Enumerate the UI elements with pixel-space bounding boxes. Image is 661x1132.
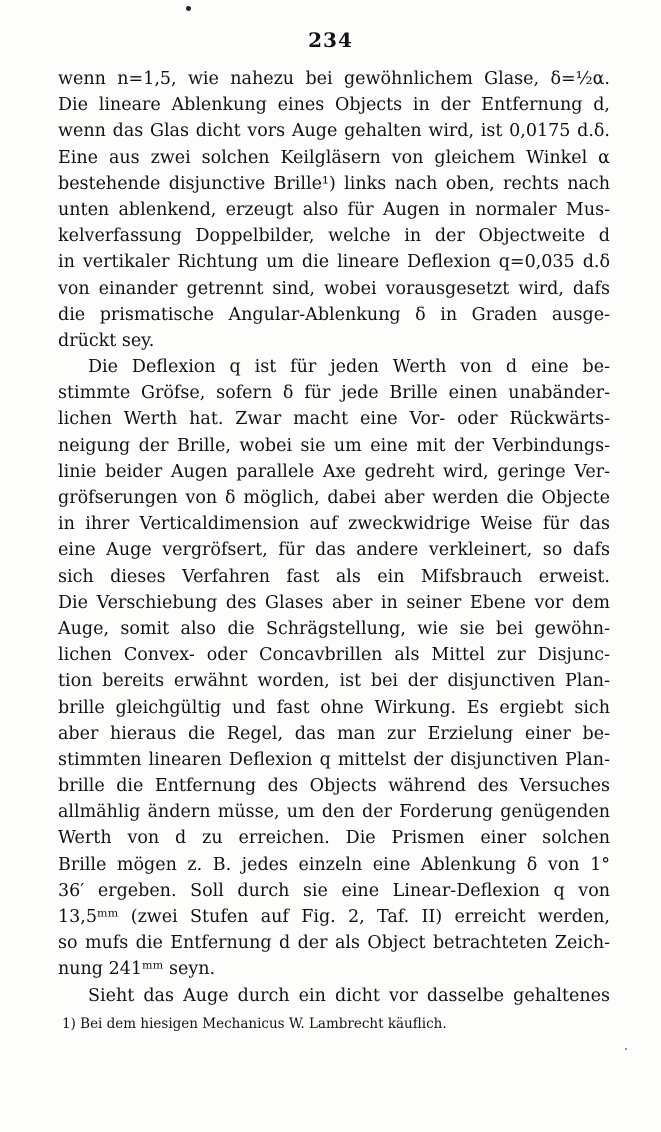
text-line: Die lineare Ablenkung eines Objects in der Entfernung d, xyxy=(58,95,610,116)
text-line: neigung der Brille, wobei sie um eine mit der Verbindungs- xyxy=(58,435,610,456)
text-line: sich dieses Verfahren fast als ein Mifsbrauch erweist. xyxy=(58,566,610,587)
text-line: stimmten linearen Deflexion q mittelst der disjunctiven Plan- xyxy=(58,749,610,770)
text-line: 13,5ᵐᵐ (zwei Stufen auf Fig. 2, Taf. II) erreicht werden, xyxy=(58,907,610,927)
text-line: brille gleichgültig und fast ohne Wirkung. Es ergiebt sich xyxy=(58,697,610,718)
body-text xyxy=(58,66,610,1009)
text-line: stimmte Gröfse, sofern δ für jede Brille einen unabänder- xyxy=(58,383,610,404)
text-line: gröfserungen von δ möglich, dabei aber werden die Objecte xyxy=(58,488,610,508)
text-line: tion bereits erwähnt worden, ist bei der disjunctiven Plan- xyxy=(58,671,610,692)
text-line: von einander getrennt sind, wobei vorausgesetzt wird, dafs xyxy=(58,278,610,299)
ink-speck xyxy=(186,6,191,11)
text-line: wenn n=1,5, wie nahezu bei gewöhnlichem Glase, δ=½α. xyxy=(58,69,610,89)
text-line: Brille mögen z. B. jedes einzeln eine Ablenkung δ von 1° xyxy=(58,854,610,875)
ink-speck xyxy=(625,1048,627,1050)
text-line: lichen Convex- oder Concavbrillen als Mittel zur Disjunc- xyxy=(58,645,610,666)
text-line: wenn das Glas dicht vors Auge gehalten wird, ist 0,0175 d.δ. xyxy=(58,121,610,142)
text-line: so mufs die Entfernung d der als Object betrachteten Zeich- xyxy=(58,933,610,954)
text-line: kelverfassung Doppelbilder, welche in der Objectweite d xyxy=(58,226,610,247)
text-line: in vertikaler Richtung um die lineare Deflexion q=0,035 d.δ xyxy=(58,252,610,273)
text-line: bestehende disjunctive Brille¹) links nach oben, rechts nach xyxy=(58,173,610,194)
page-number: 234 xyxy=(308,28,353,52)
text-line: lichen Werth hat. Zwar macht eine Vor- oder Rückwärts- xyxy=(58,409,610,430)
text-line: Werth von d zu erreichen. Die Prismen einer solchen xyxy=(58,828,610,849)
text-line: Die Deflexion q ist für jeden Werth von d eine be- xyxy=(88,357,610,378)
text-line: Die Verschiebung des Glases aber in seiner Ebene vor dem xyxy=(58,592,610,613)
text-line: brille die Entfernung des Objects während des Versuches xyxy=(58,776,610,797)
text-line: nung 241ᵐᵐ seyn. xyxy=(58,959,216,980)
text-line: Auge, somit also die Schrägstellung, wie sie bei gewöhn- xyxy=(58,618,610,639)
text-line: die prismatische Angular-Ablenkung δ in Graden ausge- xyxy=(58,304,610,325)
text-line: Sieht das Auge durch ein dicht vor dasselbe gehaltenes xyxy=(88,985,610,1006)
text-line: eine Auge vergröfsert, für das andere verkleinert, so dafs xyxy=(58,540,610,561)
footnote: 1) Bei dem hiesigen Mechanicus W. Lambrecht käuflich. xyxy=(62,1016,447,1032)
text-line: unten ablenkend, erzeugt also für Augen in normaler Mus- xyxy=(58,199,610,220)
text-line: aber hieraus die Regel, das man zur Erzielung einer be- xyxy=(58,723,610,744)
text-line: Eine aus zwei solchen Keilgläsern von gleichem Winkel α xyxy=(58,147,610,168)
text-line: linie beider Augen parallele Axe gedreht wird, geringe Ver- xyxy=(58,461,610,482)
text-line: drückt sey. xyxy=(58,330,155,351)
text-line: in ihrer Verticaldimension auf zweckwidrige Weise für das xyxy=(58,514,610,535)
text-line: 36′ ergeben. Soll durch sie eine Linear-Deflexion q von xyxy=(58,880,610,901)
text-line: allmählig ändern müsse, um den der Forderung genügenden xyxy=(58,802,610,823)
